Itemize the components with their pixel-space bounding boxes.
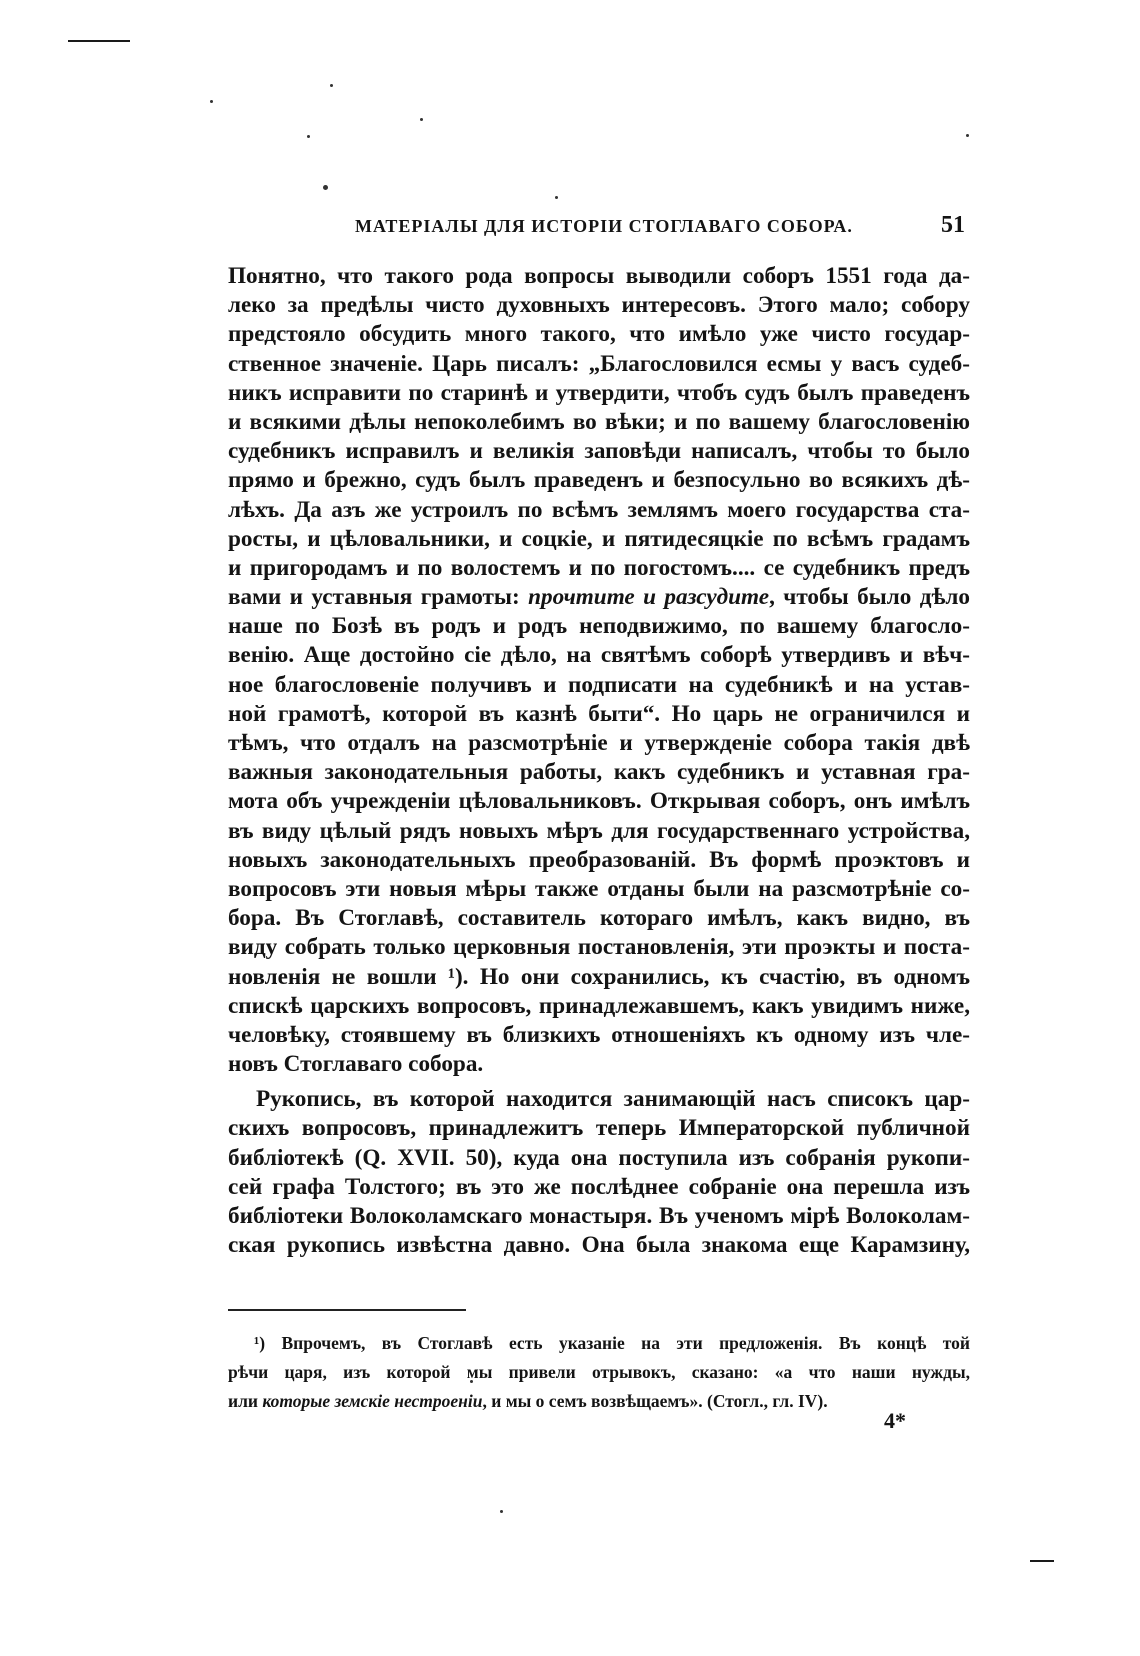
italic-quote: прочтите и разсудите — [528, 584, 770, 611]
footnote-line-with-italic — [228, 1388, 970, 1417]
text-line: ной грамотѣ, которой въ казнѣ быти“. Но царь не ограничился и — [228, 700, 970, 727]
scan-artifact-dot — [210, 100, 213, 103]
text-line: лѣхъ. Да азъ же устроилъ по всѣмъ землямъ моего государства ста- — [228, 496, 970, 523]
text-line: ская рукопись извѣстна давно. Она была знакома еще Карамзину, — [228, 1232, 970, 1259]
text-line: бора. Въ Стоглавѣ, составитель котораго имѣлъ, какъ видно, въ — [228, 905, 970, 932]
text-line: Понятно, что такого рода вопросы выводили соборъ 1551 года да- — [228, 263, 970, 289]
footnote-line: ¹) Впрочемъ, въ Стоглавѣ есть указанiе на эти предложенiя. Въ концѣ той — [254, 1333, 970, 1353]
scan-artifact-dot — [555, 196, 558, 199]
scan-artifact-dot — [323, 185, 328, 190]
text-line: сей графа Толстого; въ это же послѣднее собранiе она перешла изъ — [228, 1173, 970, 1200]
text-line: леко за предѣлы чисто духовныхъ интересовъ. Этого мало; собору — [228, 292, 970, 319]
text-line: новыхъ законодательныхъ преобразованiй. Въ формѣ проэктовъ и — [228, 846, 970, 873]
running-head: МАТЕРIАЛЫ ДЛЯ ИСТОРIИ СТОГЛАВАГО СОБОРА. — [355, 216, 853, 236]
text-line: въ виду цѣлый рядъ новыхъ мѣръ для государственнаго устройства, — [228, 817, 970, 844]
text-line: виду собрать только церковныя постановленiя, эти проэкты и поста- — [228, 934, 970, 961]
scan-artifact-dot — [420, 118, 423, 121]
signature-mark: 4* — [884, 1408, 906, 1433]
text-line: венiю. Аще достойно сiе дѣло, на святѣмъ соборѣ утвердивъ и вѣч- — [228, 642, 970, 669]
text-line: прямо и брежно, судъ былъ праведенъ и безпосульно во всякихъ дѣ- — [228, 467, 970, 494]
text-run: , чтобы было дѣло — [769, 584, 970, 611]
text-run: вами и уставныя грамоты: — [228, 584, 529, 611]
text-line: важныя законодательныя работы, какъ судебникъ и уставная гра- — [228, 759, 970, 786]
scan-artifact-dot — [500, 1510, 503, 1513]
text-line: новленiя не вошли ¹). Но они сохранились, къ счастiю, въ одномъ — [228, 963, 970, 990]
scan-artifact-dot — [330, 84, 333, 87]
scan-artifact-dot — [307, 135, 310, 138]
text-line: росты, и цѣловальники, и соцкiе, и пятидесяцкiе по всѣмъ градамъ — [228, 525, 970, 552]
italic-quote: которые земскiе нестроенiи — [262, 1391, 483, 1412]
footnote-rule — [228, 1309, 466, 1311]
text-line: скихъ вопросовъ, принадлежитъ теперь Императорской публичной — [228, 1115, 970, 1142]
scan-artifact-dot — [966, 134, 969, 137]
scan-artifact-line — [68, 40, 130, 42]
text-line: судебникъ исправилъ и великiя заповѣди написалъ, чтобы то было — [228, 438, 970, 465]
text-run: , и мы о семъ возвѣщаемъ». (Стогл., гл. IV). — [482, 1391, 828, 1412]
scan-artifact-line — [1030, 1560, 1054, 1562]
text-line: новъ Стоглаваго собора. — [228, 1051, 484, 1078]
text-line: наше по Бозѣ въ родъ и родъ неподвижимо, по вашему благосло- — [228, 613, 970, 640]
text-line: библiотекѣ (Q. XVII. 50), куда она поступила изъ собранiя рукопи- — [228, 1144, 970, 1171]
text-line-with-italic — [228, 583, 970, 612]
text-run: или — [228, 1391, 263, 1412]
body-text — [228, 262, 970, 1260]
text-line: спискѣ царскихъ вопросовъ, принадлежавшемъ, какъ увидимъ ниже, — [228, 992, 970, 1019]
text-line: Рукопись, въ которой находится занимающiй насъ списокъ цар- — [256, 1086, 970, 1113]
text-line: мота объ учрежденiи цѣловальниковъ. Открывая соборъ, онъ имѣлъ — [228, 788, 970, 815]
page-header — [355, 212, 965, 246]
text-line: и всякими дѣлы непоколебимъ во вѣки; и по вашему благословенiю — [228, 408, 970, 435]
text-line: тѣмъ, что отдалъ на разсмотрѣнiе и утвержденiе собора такiя двѣ — [228, 730, 970, 756]
footnote — [228, 1330, 970, 1418]
text-line: и пригородамъ и по волостемъ и по погостомъ.... се судебникъ предъ — [228, 554, 970, 581]
text-line: библiотеки Волоколамскаго монастыря. Въ ученомъ мiрѣ Волоколам- — [228, 1203, 970, 1229]
page-number: 51 — [941, 212, 965, 238]
text-line: ное благословенiе получивъ и подписати на судебникѣ и на устав- — [228, 671, 970, 698]
text-line: никъ исправити по старинѣ и утвердити, чтобъ судъ былъ праведенъ — [228, 379, 970, 406]
text-line: ственное значенiе. Царь писалъ: „Благословился есмы у васъ судеб- — [228, 350, 970, 377]
footnote-line: рѣчи царя, изъ которой мы привели отрывокъ, сказано: «а что наши нужды, — [228, 1362, 970, 1383]
text-line: вопросовъ эти новыя мѣры также отданы были на разсмотрѣнiе со- — [228, 875, 970, 902]
text-line: предстояло обсудить много такого, что имѣло уже чисто государ- — [228, 321, 970, 348]
text-line: человѣку, стоявшему въ близкихъ отношенiяхъ къ одному изъ чле- — [228, 1021, 970, 1048]
